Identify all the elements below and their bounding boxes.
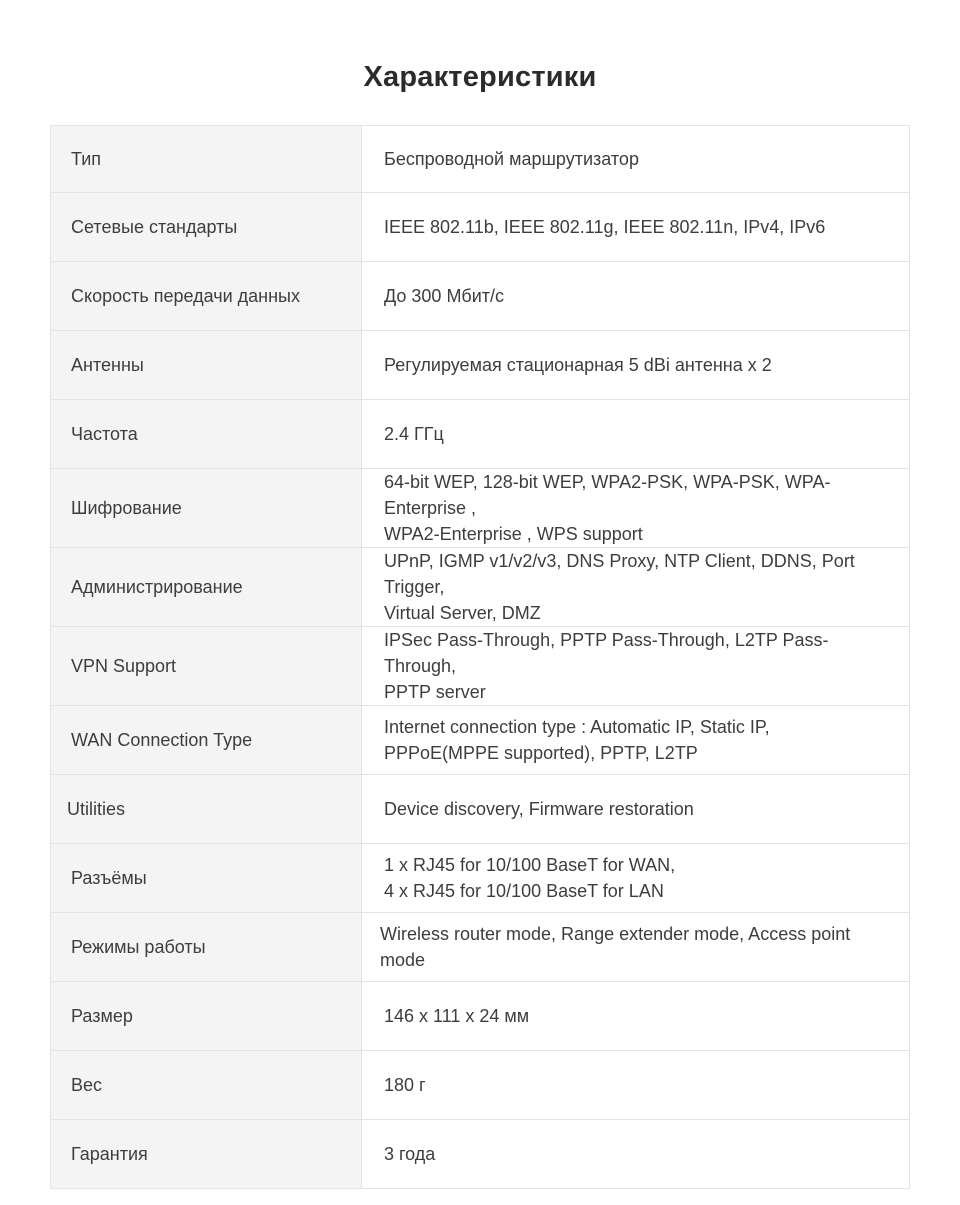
spec-value-text: Регулируемая стационарная 5 dBi антенна x 2 <box>384 355 772 375</box>
spec-value <box>362 844 910 913</box>
spec-value <box>362 331 910 400</box>
spec-row-administration <box>51 548 910 627</box>
spec-row-size <box>51 982 910 1051</box>
spec-label <box>51 548 362 627</box>
spec-value-text: До 300 Мбит/с <box>384 286 505 306</box>
spec-label <box>51 331 362 400</box>
spec-value-text: Internet connection type : Automatic IP, Static IP, PPPoE(MPPE supported), PPTP, L2TP <box>384 717 770 763</box>
spec-row-operating-modes <box>51 913 910 982</box>
spec-value-text: 64-bit WEP, 128-bit WEP, WPA2-PSK, WPA-PSK, WPA-Enterprise , WPA2-Enterprise , WPS support <box>384 472 831 544</box>
spec-value-text: 146 x 111 x 24 мм <box>384 1006 530 1026</box>
spec-value <box>362 400 910 469</box>
spec-row-wan-connection-type <box>51 706 910 775</box>
spec-label-text: Гарантия <box>71 1144 148 1164</box>
spec-value-text: 2.4 ГГц <box>384 424 444 444</box>
spec-value <box>362 982 910 1051</box>
spec-value-text: IPSec Pass-Through, PPTP Pass-Through, L2TP Pass-Through, PPTP server <box>384 630 829 702</box>
spec-row-antennas <box>51 331 910 400</box>
spec-row-network-standards <box>51 193 910 262</box>
spec-value-text: 3 года <box>384 1144 436 1164</box>
spec-value-text: Беспроводной маршрутизатор <box>384 149 639 169</box>
spec-label <box>51 1120 362 1189</box>
spec-label-text: Размер <box>71 1006 133 1026</box>
specs-table <box>50 125 910 1189</box>
spec-value <box>362 126 910 193</box>
spec-value <box>362 1120 910 1189</box>
spec-value <box>362 193 910 262</box>
spec-row-speed <box>51 262 910 331</box>
spec-label <box>51 982 362 1051</box>
spec-row-utilities <box>51 775 910 844</box>
spec-value-text: 1 x RJ45 for 10/100 BaseT for WAN, 4 x RJ45 for 10/100 BaseT for LAN <box>384 855 676 901</box>
spec-label <box>51 913 362 982</box>
spec-label-text: Частота <box>71 424 138 444</box>
spec-row-type <box>51 126 910 193</box>
spec-label-text: Разъёмы <box>71 868 147 888</box>
spec-label-text: Антенны <box>71 355 144 375</box>
spec-label <box>51 1051 362 1120</box>
spec-value-text: IEEE 802.11b, IEEE 802.11g, IEEE 802.11n, IPv4, IPv6 <box>384 217 826 237</box>
spec-value-text: 180 г <box>384 1075 426 1095</box>
spec-value-text: Wireless router mode, Range extender mode, Access point mode <box>380 924 851 970</box>
spec-value <box>362 1051 910 1120</box>
spec-label <box>51 400 362 469</box>
spec-label <box>51 775 362 844</box>
spec-row-connectors <box>51 844 910 913</box>
spec-value <box>362 913 910 982</box>
spec-row-encryption <box>51 469 910 548</box>
spec-row-frequency <box>51 400 910 469</box>
spec-label <box>51 469 362 548</box>
page-title: Характеристики <box>363 61 597 94</box>
spec-label-text: Администрирование <box>71 577 243 597</box>
spec-row-weight <box>51 1051 910 1120</box>
spec-label <box>51 627 362 706</box>
spec-value-text: UPnP, IGMP v1/v2/v3, DNS Proxy, NTP Client, DDNS, Port Trigger, Virtual Server, DMZ <box>384 551 855 623</box>
spec-label-text: Тип <box>71 149 102 169</box>
spec-row-warranty <box>51 1120 910 1189</box>
spec-value <box>362 775 910 844</box>
spec-label-text: Utilities <box>67 799 126 819</box>
spec-label <box>51 262 362 331</box>
spec-label <box>51 844 362 913</box>
spec-label <box>51 126 362 193</box>
spec-label-text: WAN Connection Type <box>71 730 253 750</box>
spec-label-text: Режимы работы <box>71 937 206 957</box>
spec-value <box>362 548 910 627</box>
spec-label-text: Скорость передачи данных <box>71 286 300 306</box>
spec-label-text: Вес <box>71 1075 103 1095</box>
spec-label <box>51 706 362 775</box>
spec-value-text: Device discovery, Firmware restoration <box>384 799 694 819</box>
spec-value <box>362 627 910 706</box>
spec-value <box>362 706 910 775</box>
spec-label-text: VPN Support <box>71 656 177 676</box>
spec-value <box>362 262 910 331</box>
spec-label-text: Сетевые стандарты <box>71 217 238 237</box>
spec-value <box>362 469 910 548</box>
spec-row-vpn-support <box>51 627 910 706</box>
spec-label-text: Шифрование <box>71 498 182 518</box>
spec-label <box>51 193 362 262</box>
